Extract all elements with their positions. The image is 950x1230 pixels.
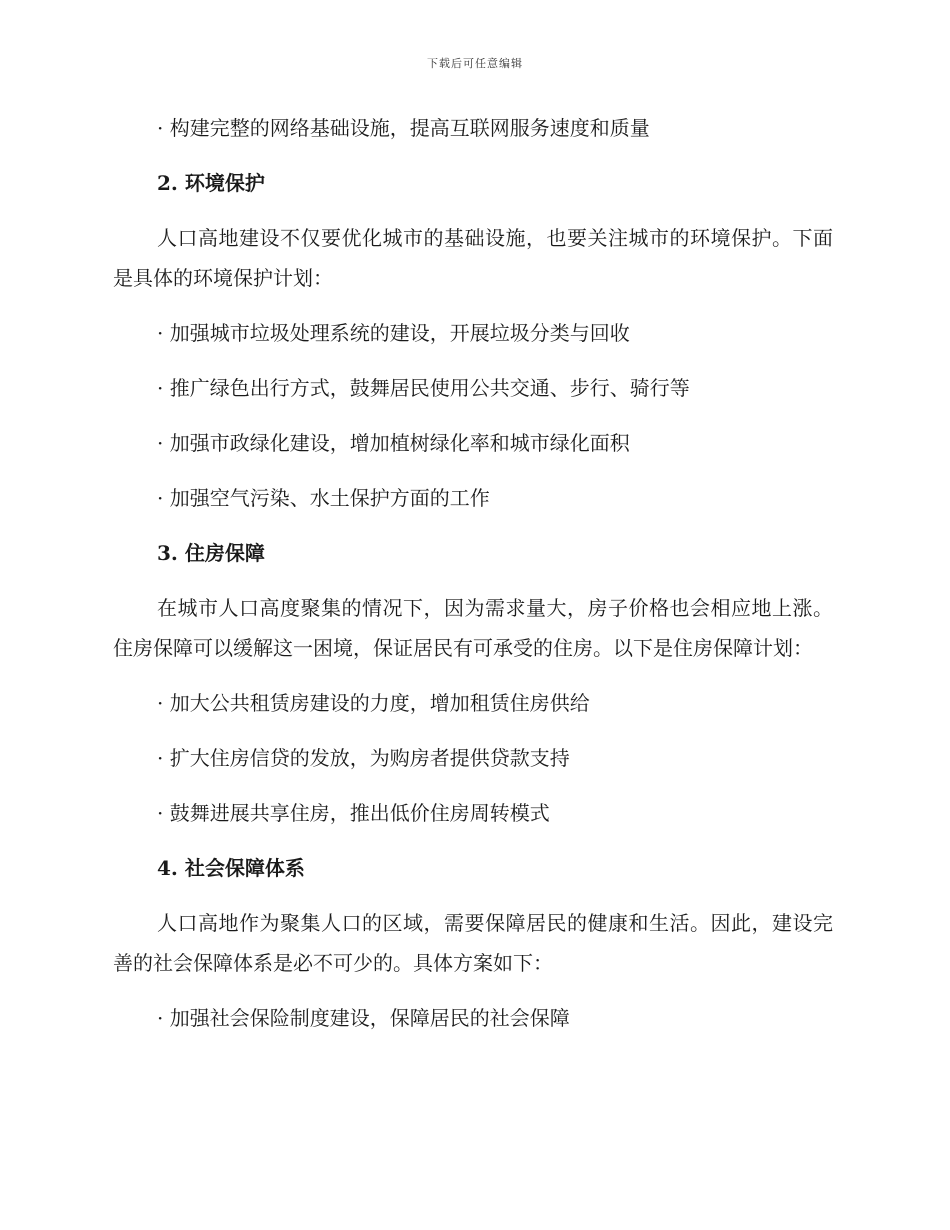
section-heading: 4. 社会保障体系 xyxy=(157,856,305,880)
paragraph: 人口高地作为聚集人口的区域，需要保障居民的健康和生活。因此，建设完善的社会保障体系是必不可少的。具体方案如下： xyxy=(113,911,833,975)
bullet-item: · 扩大住房信贷的发放，为购房者提供贷款支持 xyxy=(157,746,570,770)
bullet-item: · 加大公共租赁房建设的力度，增加租赁住房供给 xyxy=(157,691,590,715)
bullet-item: · 加强市政绿化建设，增加植树绿化率和城市绿化面积 xyxy=(157,431,630,455)
document-body xyxy=(113,108,833,1053)
page-header: 下载后可任意编辑 xyxy=(427,57,523,70)
bullet-item: · 加强社会保险制度建设，保障居民的社会保障 xyxy=(157,1006,570,1030)
bullet-item: · 加强空气污染、水土保护方面的工作 xyxy=(157,486,490,510)
section-heading: 3. 住房保障 xyxy=(157,541,265,565)
bullet-item: · 加强城市垃圾处理系统的建设，开展垃圾分类与回收 xyxy=(157,321,630,345)
bullet-item: · 推广绿色出行方式，鼓舞居民使用公共交通、步行、骑行等 xyxy=(157,376,690,400)
bullet-item: · 鼓舞进展共享住房，推出低价住房周转模式 xyxy=(157,801,550,825)
paragraph: 人口高地建设不仅要优化城市的基础设施，也要关注城市的环境保护。下面是具体的环境保护计划： xyxy=(113,226,833,290)
bullet-item: · 构建完整的网络基础设施，提高互联网服务速度和质量 xyxy=(157,116,650,140)
paragraph: 在城市人口高度聚集的情况下，因为需求量大，房子价格也会相应地上涨。住房保障可以缓解这一困境，保证居民有可承受的住房。以下是住房保障计划： xyxy=(113,596,833,660)
section-heading: 2. 环境保护 xyxy=(157,171,265,195)
